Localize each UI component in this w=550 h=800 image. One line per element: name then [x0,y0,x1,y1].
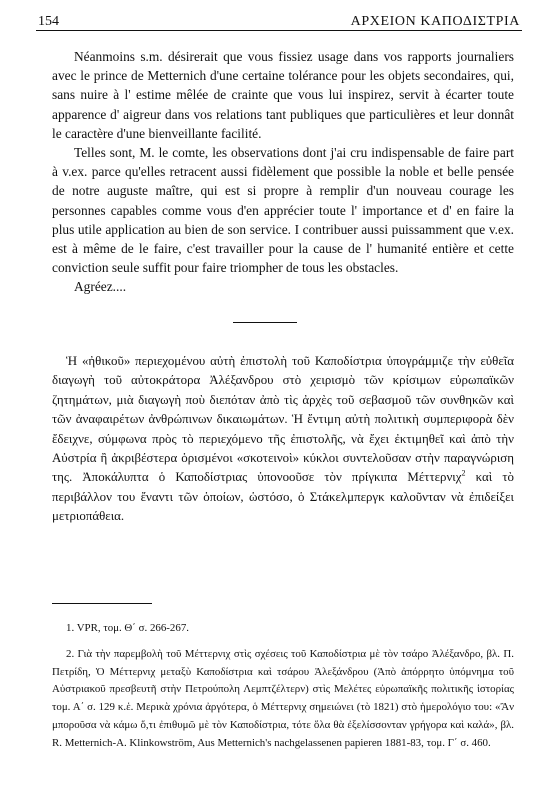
footnote-rule [52,603,152,604]
greek-text-part-1: Ἡ «ἠθικοῦ» περιεχομένου αὐτὴ ἐπιστολὴ τοῦ Καποδίστρια ὑπογράμμιζε τὴν εὐθεῖα διαγωγὴ τοῦ αὐτοκράτορα Ἀλέξανδρου στὸ χειρισμὸ τῶν κρίσιμων εὐρωπαϊκῶν ζητημάτων, μιὰ διαγωγὴ ποὺ διεπόταν ἀπὸ τὶς ἀρχὲς τοῦ σεβασμοῦ τῶν συνθηκῶν καὶ τῶν ἀναφαιρέτων ἀνθρώπινων δικαιωμάτων. Ἡ ἔντιμη αὐτὴ πολιτικὴ συμπεριφορὰ δὲν ἔδειχνε, σύμφωνα πρὸς τὸ περιεχόμενο τῆς ἐπιστολῆς, νὰ ἔχει ἐκτιμηθεῖ καὶ ἀπὸ τὴν Αὐστρία ἢ ἀκριβέστερα ὁρισμένοι «σκοτεινοὶ» κύκλοι συντελοῦσαν στὴν παραγνώριση της. Ἀποκάλυπτα ὁ Καποδίστριας ὑπονοοῦσε τὸν πρίγκιπα Μέττερνιχ [52,354,514,485]
section-divider [233,322,297,323]
french-letter-text [52,47,514,297]
footnotes [52,620,514,753]
footnote-2: 2. Γιὰ τὴν παρεμβολὴ τοῦ Μέττερνιχ στὶς σχέσεις τοῦ Καποδίστρια μὲ τὸν τσάρο Ἀλέξανδρο, βλ. Π. Πετρίδη, Ὁ Μέττερνιχ μεταξὺ Καποδίστρια καὶ τσάρου Ἀλεξάνδρου (Ἀπὸ ἀπόρρητο ὑπόμνημα τοῦ Αὐστριακοῦ πρεσβευτῆ στὴν Πετρούπολη Λεμπτζέλτερν) στὶς Μελέτες εὐρωπαϊκῆς πολιτικῆς ἱστορίας τομ. Α΄ σ. 129 κ.ἑ. Μερικὰ χρόνια ἀργότερα, ὁ Μέττερνιχ σημειώνει (τὸ 1821) στὸ ἡμερολόγιο του: «Ἂν μποροῦσα νὰ κάμω ὅ,τι ἐπιθυμῶ μὲ τὸν Καποδίστρια, τότε ὅλα θὰ ἐξελίσσονταν γρήγορα καὶ καλά», βλ. R. Metternich-A. Klinkowström, Aus Metternich's nachgelassenen papieren 1881-83, τομ. Γ΄ σ. 460. [52,647,514,749]
french-paragraph-2: Telles sont, M. le comte, les observations dont j'ai cru indispensable de faire part à v.ex. parce qu'elles retracent aussi fidèlement que possible la noble et belle pensée de notre auguste maître, qui est si propre à remplir d'un nouveau courage les personnes capables comme vous d'en apprécier toute l' importance et d' en faire la plus utile application au bien de son service. I contribuer aussi puissamment que v.ex. est à même de le faire, c'est travailler pour la cause de l' humanité entière et cette conviction seule suffit pour faire triompher de tous les obstacles. [52,145,514,276]
greek-commentary [52,352,514,527]
footnote-reference-2: 2 [461,469,466,479]
greek-paragraph [52,352,514,527]
page-header [38,10,520,30]
footnote-gap [52,638,514,646]
footnote-1: 1. VPR, τομ. Θ΄ σ. 266-267. [66,622,189,634]
page-number: 154 [38,14,59,29]
running-title: ΑΡΧΕΙΟΝ ΚΑΠΟΔΙΣΤΡΙΑ [350,14,520,29]
french-paragraph-1: Néanmoins s.m. désirerait que vous fissiez usage dans vos rapports journaliers avec le prince de Metternich d'une certaine tolérance pour les objets secondaires, qui, sans nuire à l' estime mêlée de crainte que vous lui inspirez, servit à écarter toute apparence d' aigreur dans vos relations tant publiques que particulières et leur donnât le caractère d'une bienveillante facilité. [52,49,514,141]
header-rule [36,30,522,31]
french-closing: Agréez.... [74,279,127,295]
greek-text-part-2: καὶ τὸ περιβάλλον του ἔναντι τῶν ὁποίων, ὡστόσο, ὁ Στάκελμπεργκ καλοῦνταν νὰ ἐπιδείξει μετριοπάθεια. [52,470,514,524]
